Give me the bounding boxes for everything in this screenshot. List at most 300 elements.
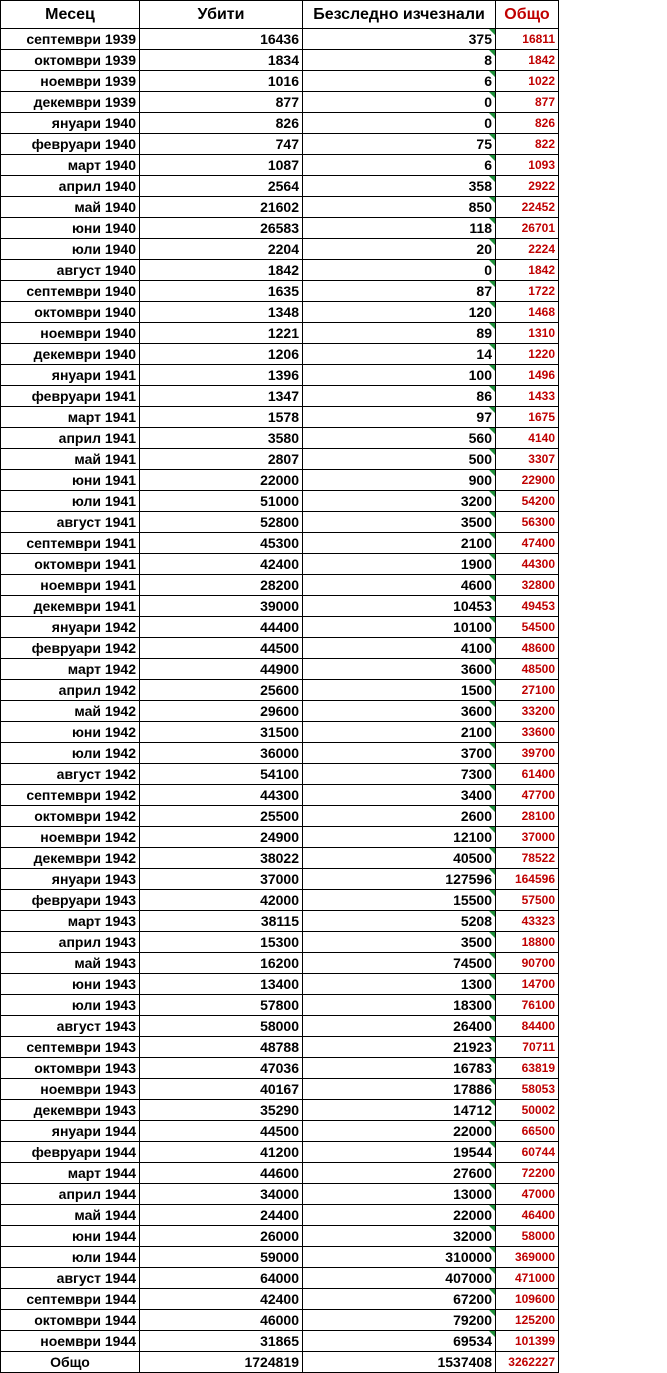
missing-cell[interactable]: 75 [303, 134, 496, 155]
missing-cell[interactable]: 375 [303, 29, 496, 50]
missing-cell[interactable]: 21923 [303, 1037, 496, 1058]
killed-cell[interactable]: 24400 [140, 1205, 303, 1226]
killed-cell[interactable]: 31500 [140, 722, 303, 743]
month-cell[interactable]: март 1940 [1, 155, 140, 176]
table-row [1, 1310, 559, 1331]
month-cell[interactable]: юни 1940 [1, 218, 140, 239]
total-cell[interactable]: 26701 [496, 218, 559, 239]
totals-label[interactable]: Общо [1, 1352, 140, 1373]
missing-cell[interactable]: 15500 [303, 890, 496, 911]
missing-cell[interactable]: 6 [303, 71, 496, 92]
month-cell[interactable]: февруари 1940 [1, 134, 140, 155]
table-row [1, 1205, 559, 1226]
total-cell[interactable]: 47700 [496, 785, 559, 806]
total-cell[interactable]: 48600 [496, 638, 559, 659]
killed-cell[interactable]: 44500 [140, 1121, 303, 1142]
missing-cell[interactable]: 22000 [303, 1205, 496, 1226]
killed-cell[interactable]: 37000 [140, 869, 303, 890]
missing-cell[interactable]: 100 [303, 365, 496, 386]
table-row [1, 197, 559, 218]
missing-cell[interactable]: 12100 [303, 827, 496, 848]
missing-cell[interactable]: 358 [303, 176, 496, 197]
month-cell[interactable]: октомври 1944 [1, 1310, 140, 1331]
killed-cell[interactable]: 45300 [140, 533, 303, 554]
missing-cell[interactable]: 407000 [303, 1268, 496, 1289]
missing-cell[interactable]: 16783 [303, 1058, 496, 1079]
missing-cell[interactable]: 310000 [303, 1247, 496, 1268]
total-cell[interactable]: 109600 [496, 1289, 559, 1310]
totals-total[interactable]: 3262227 [496, 1352, 559, 1373]
missing-cell[interactable]: 67200 [303, 1289, 496, 1310]
killed-cell[interactable]: 25600 [140, 680, 303, 701]
table-row [1, 953, 559, 974]
missing-cell[interactable]: 14 [303, 344, 496, 365]
table-row [1, 302, 559, 323]
missing-cell[interactable]: 3400 [303, 785, 496, 806]
missing-cell[interactable]: 69534 [303, 1331, 496, 1352]
total-cell[interactable]: 125200 [496, 1310, 559, 1331]
missing-cell[interactable]: 0 [303, 92, 496, 113]
table-row [1, 680, 559, 701]
table-row [1, 806, 559, 827]
missing-cell[interactable]: 118 [303, 218, 496, 239]
killed-cell[interactable]: 1347 [140, 386, 303, 407]
month-cell[interactable]: май 1942 [1, 701, 140, 722]
total-cell[interactable]: 90700 [496, 953, 559, 974]
missing-cell[interactable]: 127596 [303, 869, 496, 890]
killed-cell[interactable]: 16436 [140, 29, 303, 50]
table-row [1, 1079, 559, 1100]
month-cell[interactable]: юни 1941 [1, 470, 140, 491]
missing-cell[interactable]: 10100 [303, 617, 496, 638]
month-cell[interactable]: февруари 1944 [1, 1142, 140, 1163]
killed-cell[interactable]: 2204 [140, 239, 303, 260]
killed-cell[interactable]: 64000 [140, 1268, 303, 1289]
total-cell[interactable]: 33200 [496, 701, 559, 722]
total-cell[interactable]: 1022 [496, 71, 559, 92]
table-row [1, 764, 559, 785]
table-row [1, 617, 559, 638]
total-cell[interactable]: 3307 [496, 449, 559, 470]
total-cell[interactable]: 56300 [496, 512, 559, 533]
missing-cell[interactable]: 17886 [303, 1079, 496, 1100]
total-cell[interactable]: 50002 [496, 1100, 559, 1121]
total-cell[interactable]: 48500 [496, 659, 559, 680]
table-row [1, 428, 559, 449]
killed-cell[interactable]: 1635 [140, 281, 303, 302]
missing-cell[interactable]: 4100 [303, 638, 496, 659]
missing-cell[interactable]: 3700 [303, 743, 496, 764]
total-cell[interactable]: 1496 [496, 365, 559, 386]
month-cell[interactable]: септември 1939 [1, 29, 140, 50]
missing-cell[interactable]: 3600 [303, 701, 496, 722]
killed-cell[interactable]: 44500 [140, 638, 303, 659]
total-cell[interactable]: 58053 [496, 1079, 559, 1100]
killed-cell[interactable]: 826 [140, 113, 303, 134]
killed-cell[interactable]: 1348 [140, 302, 303, 323]
total-cell[interactable]: 877 [496, 92, 559, 113]
month-cell[interactable]: август 1944 [1, 1268, 140, 1289]
killed-cell[interactable]: 36000 [140, 743, 303, 764]
month-cell[interactable]: януари 1940 [1, 113, 140, 134]
killed-cell[interactable]: 40167 [140, 1079, 303, 1100]
killed-cell[interactable]: 44900 [140, 659, 303, 680]
table-row [1, 659, 559, 680]
header-missing[interactable]: Безследно изчезнали [303, 1, 496, 29]
month-cell[interactable]: юни 1943 [1, 974, 140, 995]
month-cell[interactable]: май 1941 [1, 449, 140, 470]
killed-cell[interactable]: 2807 [140, 449, 303, 470]
killed-cell[interactable]: 1221 [140, 323, 303, 344]
missing-cell[interactable]: 5208 [303, 911, 496, 932]
missing-cell[interactable]: 2100 [303, 533, 496, 554]
month-cell[interactable]: декември 1943 [1, 1100, 140, 1121]
missing-cell[interactable]: 86 [303, 386, 496, 407]
month-cell[interactable]: април 1943 [1, 932, 140, 953]
month-cell[interactable]: ноември 1939 [1, 71, 140, 92]
killed-cell[interactable]: 34000 [140, 1184, 303, 1205]
total-cell[interactable]: 101399 [496, 1331, 559, 1352]
header-total[interactable]: Общо [496, 1, 559, 29]
killed-cell[interactable]: 2564 [140, 176, 303, 197]
month-cell[interactable]: декември 1940 [1, 344, 140, 365]
missing-cell[interactable]: 74500 [303, 953, 496, 974]
total-cell[interactable]: 54500 [496, 617, 559, 638]
month-cell[interactable]: януари 1942 [1, 617, 140, 638]
totals-killed[interactable]: 1724819 [140, 1352, 303, 1373]
missing-cell[interactable]: 900 [303, 470, 496, 491]
total-cell[interactable]: 61400 [496, 764, 559, 785]
missing-cell[interactable]: 18300 [303, 995, 496, 1016]
month-cell[interactable]: януари 1943 [1, 869, 140, 890]
killed-cell[interactable]: 44300 [140, 785, 303, 806]
month-cell[interactable]: септември 1942 [1, 785, 140, 806]
missing-cell[interactable]: 22000 [303, 1121, 496, 1142]
killed-cell[interactable]: 1016 [140, 71, 303, 92]
table-row [1, 575, 559, 596]
total-cell[interactable]: 14700 [496, 974, 559, 995]
killed-cell[interactable]: 22000 [140, 470, 303, 491]
killed-cell[interactable]: 1206 [140, 344, 303, 365]
total-cell[interactable]: 164596 [496, 869, 559, 890]
table-row [1, 470, 559, 491]
month-cell[interactable]: януари 1941 [1, 365, 140, 386]
total-cell[interactable]: 28100 [496, 806, 559, 827]
table-row [1, 1100, 559, 1121]
totals-missing[interactable]: 1537408 [303, 1352, 496, 1373]
missing-cell[interactable]: 6 [303, 155, 496, 176]
killed-cell[interactable]: 42400 [140, 554, 303, 575]
month-cell[interactable]: декември 1942 [1, 848, 140, 869]
total-cell[interactable]: 2922 [496, 176, 559, 197]
month-cell[interactable]: октомври 1942 [1, 806, 140, 827]
table-row [1, 176, 559, 197]
missing-cell[interactable]: 19544 [303, 1142, 496, 1163]
killed-cell[interactable]: 29600 [140, 701, 303, 722]
month-cell[interactable]: април 1942 [1, 680, 140, 701]
missing-cell[interactable]: 79200 [303, 1310, 496, 1331]
table-row [1, 323, 559, 344]
total-cell[interactable]: 33600 [496, 722, 559, 743]
killed-cell[interactable]: 26000 [140, 1226, 303, 1247]
missing-cell[interactable]: 3500 [303, 932, 496, 953]
month-cell[interactable]: юли 1943 [1, 995, 140, 1016]
missing-cell[interactable]: 560 [303, 428, 496, 449]
killed-cell[interactable]: 42400 [140, 1289, 303, 1310]
table-row [1, 512, 559, 533]
missing-cell[interactable]: 120 [303, 302, 496, 323]
header-month[interactable]: Месец [1, 1, 140, 29]
table-row [1, 29, 559, 50]
total-cell[interactable]: 47000 [496, 1184, 559, 1205]
killed-cell[interactable]: 44400 [140, 617, 303, 638]
killed-cell[interactable]: 31865 [140, 1331, 303, 1352]
missing-cell[interactable]: 4600 [303, 575, 496, 596]
total-cell[interactable]: 57500 [496, 890, 559, 911]
month-cell[interactable]: юли 1944 [1, 1247, 140, 1268]
month-cell[interactable]: септември 1943 [1, 1037, 140, 1058]
missing-cell[interactable]: 0 [303, 260, 496, 281]
missing-cell[interactable]: 2600 [303, 806, 496, 827]
total-cell[interactable]: 54200 [496, 491, 559, 512]
killed-cell[interactable]: 59000 [140, 1247, 303, 1268]
killed-cell[interactable]: 44600 [140, 1163, 303, 1184]
month-cell[interactable]: септември 1944 [1, 1289, 140, 1310]
month-cell[interactable]: юли 1940 [1, 239, 140, 260]
missing-cell[interactable]: 7300 [303, 764, 496, 785]
total-cell[interactable]: 39700 [496, 743, 559, 764]
total-cell[interactable]: 1842 [496, 260, 559, 281]
total-cell[interactable]: 63819 [496, 1058, 559, 1079]
missing-cell[interactable]: 10453 [303, 596, 496, 617]
table-row [1, 1289, 559, 1310]
killed-cell[interactable]: 38022 [140, 848, 303, 869]
month-cell[interactable]: август 1943 [1, 1016, 140, 1037]
month-cell[interactable]: април 1941 [1, 428, 140, 449]
month-cell[interactable]: февруари 1943 [1, 890, 140, 911]
month-cell[interactable]: септември 1941 [1, 533, 140, 554]
killed-cell[interactable]: 39000 [140, 596, 303, 617]
missing-cell[interactable]: 87 [303, 281, 496, 302]
missing-cell[interactable]: 3600 [303, 659, 496, 680]
total-cell[interactable]: 47400 [496, 533, 559, 554]
total-cell[interactable]: 32800 [496, 575, 559, 596]
total-cell[interactable]: 37000 [496, 827, 559, 848]
total-cell[interactable]: 44300 [496, 554, 559, 575]
total-cell[interactable]: 1675 [496, 407, 559, 428]
month-cell[interactable]: август 1941 [1, 512, 140, 533]
month-cell[interactable]: юли 1941 [1, 491, 140, 512]
missing-cell[interactable]: 1300 [303, 974, 496, 995]
total-cell[interactable]: 49453 [496, 596, 559, 617]
missing-cell[interactable]: 20 [303, 239, 496, 260]
table-row [1, 911, 559, 932]
total-cell[interactable]: 369000 [496, 1247, 559, 1268]
month-cell[interactable]: март 1941 [1, 407, 140, 428]
total-cell[interactable]: 70711 [496, 1037, 559, 1058]
killed-cell[interactable]: 48788 [140, 1037, 303, 1058]
killed-cell[interactable]: 51000 [140, 491, 303, 512]
killed-cell[interactable]: 58000 [140, 1016, 303, 1037]
killed-cell[interactable]: 1396 [140, 365, 303, 386]
month-cell[interactable]: октомври 1939 [1, 50, 140, 71]
month-cell[interactable]: ноември 1942 [1, 827, 140, 848]
killed-cell[interactable]: 54100 [140, 764, 303, 785]
table-row [1, 113, 559, 134]
month-cell[interactable]: април 1944 [1, 1184, 140, 1205]
missing-cell[interactable]: 1900 [303, 554, 496, 575]
missing-cell[interactable]: 32000 [303, 1226, 496, 1247]
totals-row [1, 1352, 559, 1373]
killed-cell[interactable]: 52800 [140, 512, 303, 533]
total-cell[interactable]: 1468 [496, 302, 559, 323]
killed-cell[interactable]: 15300 [140, 932, 303, 953]
missing-cell[interactable]: 500 [303, 449, 496, 470]
total-cell[interactable]: 822 [496, 134, 559, 155]
total-cell[interactable]: 46400 [496, 1205, 559, 1226]
killed-cell[interactable]: 1842 [140, 260, 303, 281]
missing-cell[interactable]: 97 [303, 407, 496, 428]
missing-cell[interactable]: 3500 [303, 512, 496, 533]
month-cell[interactable]: март 1942 [1, 659, 140, 680]
killed-cell[interactable]: 28200 [140, 575, 303, 596]
month-cell[interactable]: октомври 1943 [1, 1058, 140, 1079]
killed-cell[interactable]: 16200 [140, 953, 303, 974]
missing-cell[interactable]: 850 [303, 197, 496, 218]
missing-cell[interactable]: 26400 [303, 1016, 496, 1037]
month-cell[interactable]: септември 1940 [1, 281, 140, 302]
killed-cell[interactable]: 21602 [140, 197, 303, 218]
killed-cell[interactable]: 24900 [140, 827, 303, 848]
month-cell[interactable]: април 1940 [1, 176, 140, 197]
month-cell[interactable]: октомври 1940 [1, 302, 140, 323]
missing-cell[interactable]: 8 [303, 50, 496, 71]
missing-cell[interactable]: 2100 [303, 722, 496, 743]
month-cell[interactable]: юли 1942 [1, 743, 140, 764]
table-row [1, 596, 559, 617]
total-cell[interactable]: 27100 [496, 680, 559, 701]
total-cell[interactable]: 16811 [496, 29, 559, 50]
month-cell[interactable]: май 1940 [1, 197, 140, 218]
table-row [1, 890, 559, 911]
table-row [1, 1037, 559, 1058]
month-cell[interactable]: август 1940 [1, 260, 140, 281]
total-cell[interactable]: 471000 [496, 1268, 559, 1289]
total-cell[interactable]: 72200 [496, 1163, 559, 1184]
total-cell[interactable]: 43323 [496, 911, 559, 932]
killed-cell[interactable]: 13400 [140, 974, 303, 995]
table-row [1, 743, 559, 764]
month-cell[interactable]: юни 1942 [1, 722, 140, 743]
table-row [1, 638, 559, 659]
killed-cell[interactable]: 57800 [140, 995, 303, 1016]
month-cell[interactable]: май 1944 [1, 1205, 140, 1226]
total-cell[interactable]: 78522 [496, 848, 559, 869]
table-row [1, 932, 559, 953]
total-cell[interactable]: 60744 [496, 1142, 559, 1163]
total-cell[interactable]: 76100 [496, 995, 559, 1016]
table-row [1, 1226, 559, 1247]
total-cell[interactable]: 1093 [496, 155, 559, 176]
month-cell[interactable]: февруари 1942 [1, 638, 140, 659]
month-cell[interactable]: август 1942 [1, 764, 140, 785]
table-row [1, 1184, 559, 1205]
total-cell[interactable]: 826 [496, 113, 559, 134]
month-cell[interactable]: май 1943 [1, 953, 140, 974]
missing-cell[interactable]: 13000 [303, 1184, 496, 1205]
table-row [1, 239, 559, 260]
month-cell[interactable]: юни 1944 [1, 1226, 140, 1247]
month-cell[interactable]: януари 1944 [1, 1121, 140, 1142]
month-cell[interactable]: март 1944 [1, 1163, 140, 1184]
killed-cell[interactable]: 42000 [140, 890, 303, 911]
missing-cell[interactable]: 27600 [303, 1163, 496, 1184]
missing-cell[interactable]: 0 [303, 113, 496, 134]
total-cell[interactable]: 1842 [496, 50, 559, 71]
killed-cell[interactable]: 38115 [140, 911, 303, 932]
total-cell[interactable]: 1722 [496, 281, 559, 302]
table-row [1, 1121, 559, 1142]
table-row [1, 722, 559, 743]
total-cell[interactable]: 2224 [496, 239, 559, 260]
total-cell[interactable]: 4140 [496, 428, 559, 449]
killed-cell[interactable]: 46000 [140, 1310, 303, 1331]
table-row [1, 785, 559, 806]
missing-cell[interactable]: 1500 [303, 680, 496, 701]
killed-cell[interactable]: 3580 [140, 428, 303, 449]
total-cell[interactable]: 22900 [496, 470, 559, 491]
table-row [1, 554, 559, 575]
killed-cell[interactable]: 1087 [140, 155, 303, 176]
table-row [1, 134, 559, 155]
total-cell[interactable]: 58000 [496, 1226, 559, 1247]
killed-cell[interactable]: 877 [140, 92, 303, 113]
missing-cell[interactable]: 3200 [303, 491, 496, 512]
missing-cell[interactable]: 14712 [303, 1100, 496, 1121]
missing-cell[interactable]: 89 [303, 323, 496, 344]
killed-cell[interactable]: 747 [140, 134, 303, 155]
total-cell[interactable]: 18800 [496, 932, 559, 953]
month-cell[interactable]: ноември 1941 [1, 575, 140, 596]
month-cell[interactable]: ноември 1944 [1, 1331, 140, 1352]
missing-cell[interactable]: 40500 [303, 848, 496, 869]
killed-cell[interactable]: 25500 [140, 806, 303, 827]
killed-cell[interactable]: 47036 [140, 1058, 303, 1079]
killed-cell[interactable]: 41200 [140, 1142, 303, 1163]
header-killed[interactable]: Убити [140, 1, 303, 29]
month-cell[interactable]: февруари 1941 [1, 386, 140, 407]
month-cell[interactable]: октомври 1941 [1, 554, 140, 575]
table-row [1, 260, 559, 281]
month-cell[interactable]: ноември 1940 [1, 323, 140, 344]
month-cell[interactable]: ноември 1943 [1, 1079, 140, 1100]
total-cell[interactable]: 22452 [496, 197, 559, 218]
total-cell[interactable]: 1310 [496, 323, 559, 344]
table-row [1, 1163, 559, 1184]
killed-cell[interactable]: 1834 [140, 50, 303, 71]
killed-cell[interactable]: 1578 [140, 407, 303, 428]
table-row [1, 1058, 559, 1079]
killed-cell[interactable]: 35290 [140, 1100, 303, 1121]
month-cell[interactable]: декември 1939 [1, 92, 140, 113]
total-cell[interactable]: 66500 [496, 1121, 559, 1142]
month-cell[interactable]: декември 1941 [1, 596, 140, 617]
month-cell[interactable]: март 1943 [1, 911, 140, 932]
total-cell[interactable]: 1433 [496, 386, 559, 407]
total-cell[interactable]: 84400 [496, 1016, 559, 1037]
killed-cell[interactable]: 26583 [140, 218, 303, 239]
total-cell[interactable]: 1220 [496, 344, 559, 365]
